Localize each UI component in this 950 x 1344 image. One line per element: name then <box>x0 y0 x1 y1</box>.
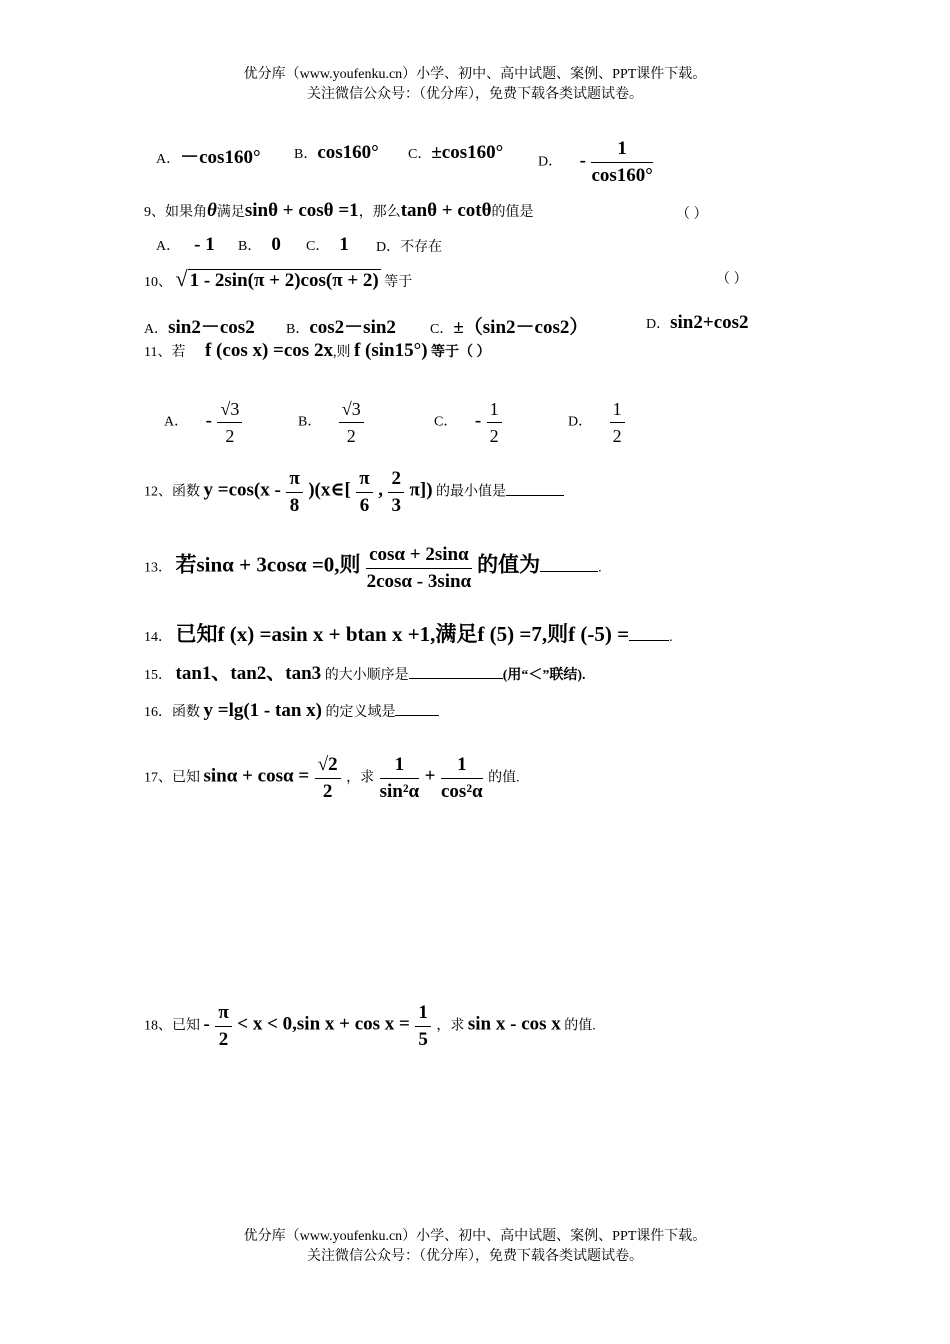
q11-option-a: A． - $\frac{√3}{2}$ <box>164 396 244 449</box>
q14-answer-blank[interactable] <box>629 626 669 641</box>
q9-option-c: C． 1 <box>306 234 349 255</box>
q16-answer-blank[interactable] <box>395 701 439 716</box>
q13-stem: 13． 若sinα + 3cosα =0,则 $\frac{\cos\alpha + 2\sin\alpha}{2\cos\alpha - 3\sin\alpha}$ 的值为 . <box>144 544 602 592</box>
q11-option-c: C． - $\frac{1}{2}$ <box>434 396 504 449</box>
q8-option-a: A．－cos160° <box>156 147 261 168</box>
q14-stem: 14． 已知f (x) =asin x + btan x +1,满足f (5) =7,则f (-5) = . <box>144 622 673 646</box>
q10-option-c: C．±（sin2－cos2） <box>430 317 589 338</box>
q11-option-d: D． $\frac{1}{2}$ <box>568 396 627 449</box>
q10-option-b: B．cos2－sin2 <box>286 317 396 338</box>
q11-option-b: B． $\frac{√3}{2}$ <box>298 396 366 449</box>
q8-option-d: D． - $\frac{1}{\cos 160^\circ}$ <box>538 136 655 189</box>
footer-line-1: 优分库（www.youfenku.cn）小学、初中、高中试题、案例、PPT课件下载。 <box>243 1229 707 1244</box>
q9-stem: 9、如果角θ满足sinθ + cosθ =1，那么tanθ + cotθ的值是 <box>144 200 534 221</box>
header-line-1: 优分库（www.youfenku.cn）小学、初中、高中试题、案例、PPT课件下载。 <box>243 67 707 82</box>
q9-option-d: D．不存在 <box>376 240 443 255</box>
q15-stem: 15． tan1、tan2、tan3 的大小顺序是 (用“＜”联结). <box>144 663 586 684</box>
header-line-2: 关注微信公众号：（优分库），免费下载各类试题试卷。 <box>307 87 643 102</box>
q8-d-fraction: $\frac{1}{\cos 160^\circ}$ <box>591 138 653 186</box>
q10-option-a: A．sin2－cos2 <box>144 317 255 338</box>
footer-line-2: 关注微信公众号：（优分库），免费下载各类试题试卷。 <box>307 1249 643 1264</box>
q13-answer-blank[interactable] <box>540 557 598 572</box>
q9-option-b: B． 0 <box>238 234 281 255</box>
q11-stem: 11、若 f (cos x) =cos 2x,则 f (sin15°) 等于（ ） <box>144 340 491 361</box>
q10-radical: 1 - 2sin(π + 2)cos(π + 2) <box>189 270 379 291</box>
q10-stem: 10、 √ 1 - 2sin(π + 2)cos(π + 2) 等于 <box>144 266 413 291</box>
q12-answer-blank[interactable] <box>506 481 564 496</box>
q12-stem: 12、函数 y =cos(x - $\frac{\pi}{8}$ )(x∈[ $\frac{\pi}{6}$ , $\frac{2}{3}$ π]) 的最小值是 <box>144 466 564 519</box>
q18-stem: 18、已知 - $\frac{\pi}{2}$ < x < 0,sin x + cos x = $\frac{1}{5}$ ，求 sin x - cos x 的值. <box>144 1002 596 1050</box>
q17-stem: 17、已知 sinα + cosα = $\frac{√2}{2}$ ，求 $\frac{1}{\text{sin²α}}$ + $\frac{1}{\text{cos²α}}$ 的值. <box>144 754 520 802</box>
q10-option-d: D．sin2+cos2 <box>646 312 749 333</box>
q15-answer-blank[interactable] <box>409 664 503 679</box>
q10-answer-paren: （ ） <box>716 272 748 287</box>
q9-answer-paren: （ ） <box>676 207 708 222</box>
q8-option-c: C．±cos160° <box>408 142 504 163</box>
q8-option-b: B．cos160° <box>294 142 379 163</box>
q16-stem: 16．函数 y =lg(1 - tan x) 的定义域是 <box>144 700 439 722</box>
q9-option-a: A． - 1 <box>156 234 215 255</box>
